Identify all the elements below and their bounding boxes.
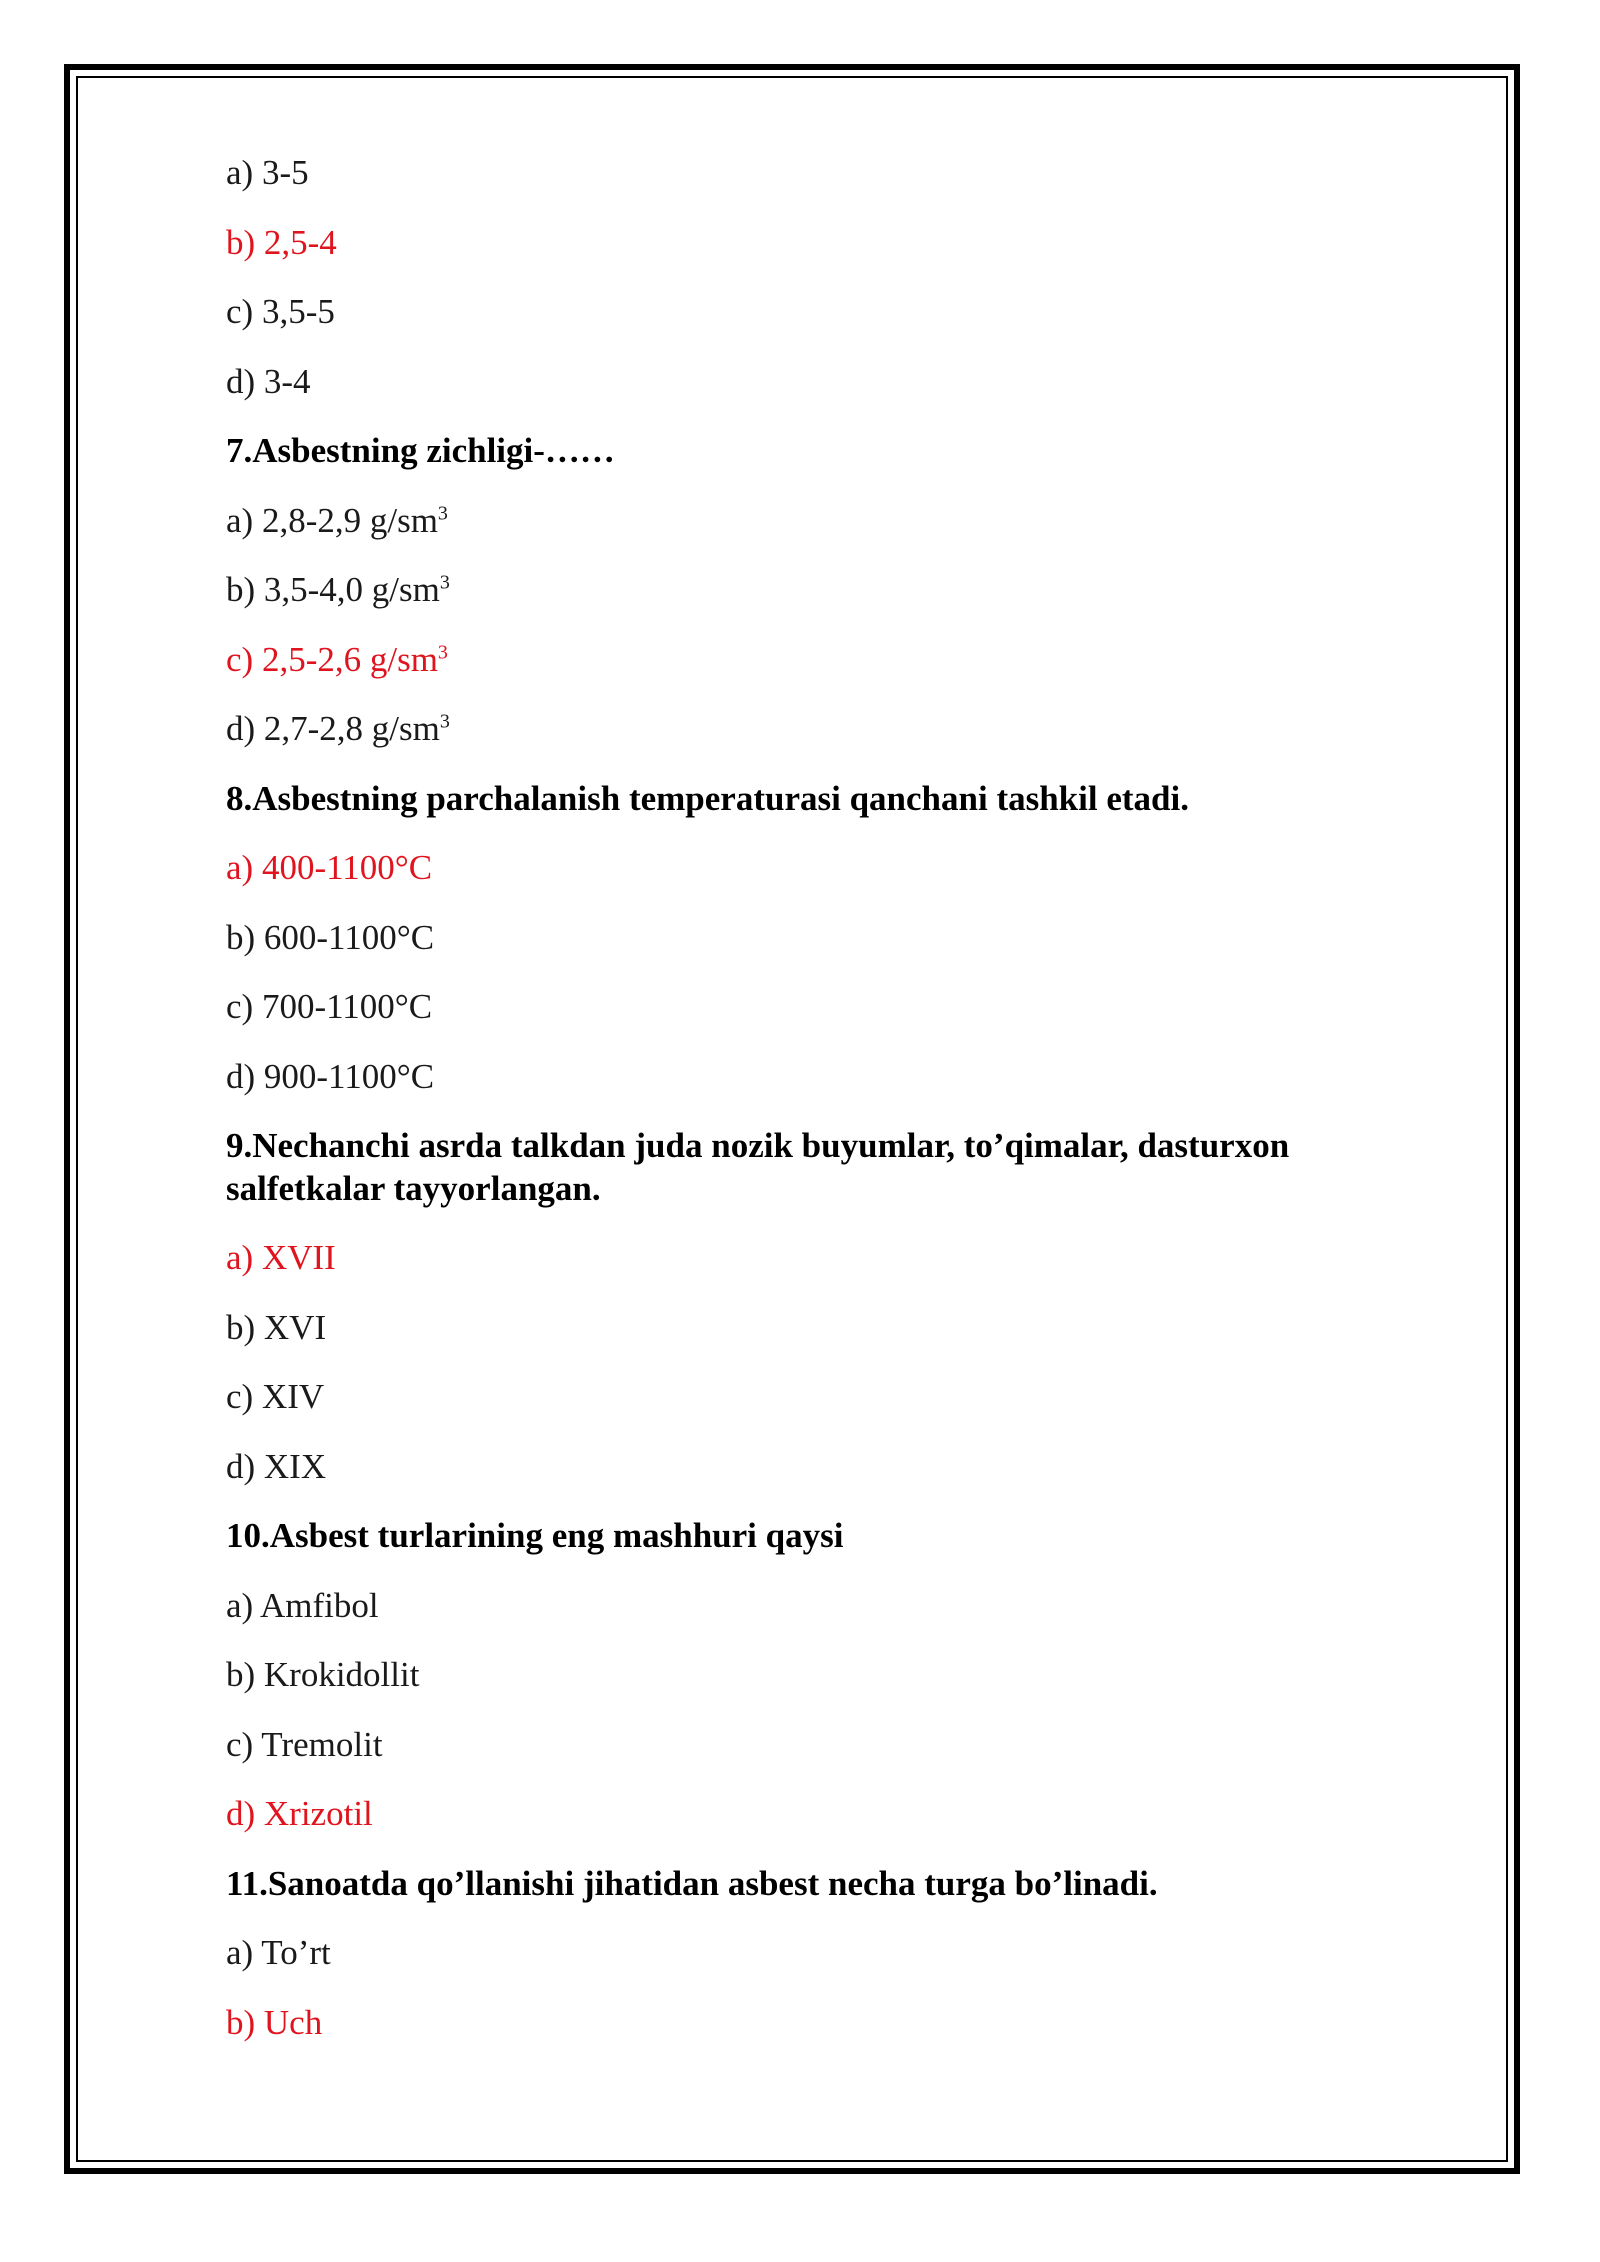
q7-question: 7.Asbestning zichligi-…… [226, 431, 615, 470]
q6-option-d: d) 3-4 [226, 362, 311, 401]
q9-option-b: b) XVI [226, 1308, 327, 1347]
q7-option-a: a) 2,8-2,9 $g/sm^3$ [226, 501, 448, 540]
q9-question-line2: salfetkalar tayyorlangan. [226, 1169, 601, 1208]
q9-option-a-correct: a) XVII [226, 1238, 336, 1277]
q6-option-c: c) 3,5-5 [226, 292, 335, 331]
q8-option-c: c) 700-1100°C [226, 987, 433, 1026]
q6-option-a: a) 3-5 [226, 153, 309, 192]
q8-question: 8.Asbestning parchalanish temperaturasi qanchani tashkil etadi. [226, 779, 1189, 818]
q10-option-b: b) Krokidollit [226, 1655, 420, 1694]
q7-option-d: d) 2,7-2,8 $g/sm^3$ [226, 709, 450, 748]
q10-option-a: a) Amfibol [226, 1586, 379, 1625]
q7-option-b: b) 3,5-4,0 $g/sm^3$ [226, 570, 450, 609]
q10-option-d-correct: d) Xrizotil [226, 1794, 373, 1833]
q6-option-b-correct: b) 2,5-4 [226, 223, 337, 262]
q11-option-a: a) To’rt [226, 1933, 331, 1972]
q9-question-line1: 9.Nechanchi asrda talkdan juda nozik buyumlar, to’qimalar, dasturxon [226, 1126, 1290, 1165]
q7-option-c-correct: c) 2,5-2,6 $g/sm^3$ [226, 640, 448, 679]
q11-option-b-correct: b) Uch [226, 2003, 323, 2042]
q10-question: 10.Asbest turlarining eng mashhuri qaysi [226, 1516, 844, 1555]
q8-option-b: b) 600-1100°C [226, 918, 435, 957]
q9-option-d: d) XIX [226, 1447, 327, 1486]
q8-option-d: d) 900-1100°C [226, 1057, 435, 1096]
q10-option-c: c) Tremolit [226, 1725, 383, 1764]
q9-option-c: c) XIV [226, 1377, 325, 1416]
q11-question: 11.Sanoatda qo’llanishi jihatidan asbest necha turga bo’linadi. [226, 1864, 1158, 1903]
q8-option-a-correct: a) 400-1100°C [226, 848, 433, 887]
